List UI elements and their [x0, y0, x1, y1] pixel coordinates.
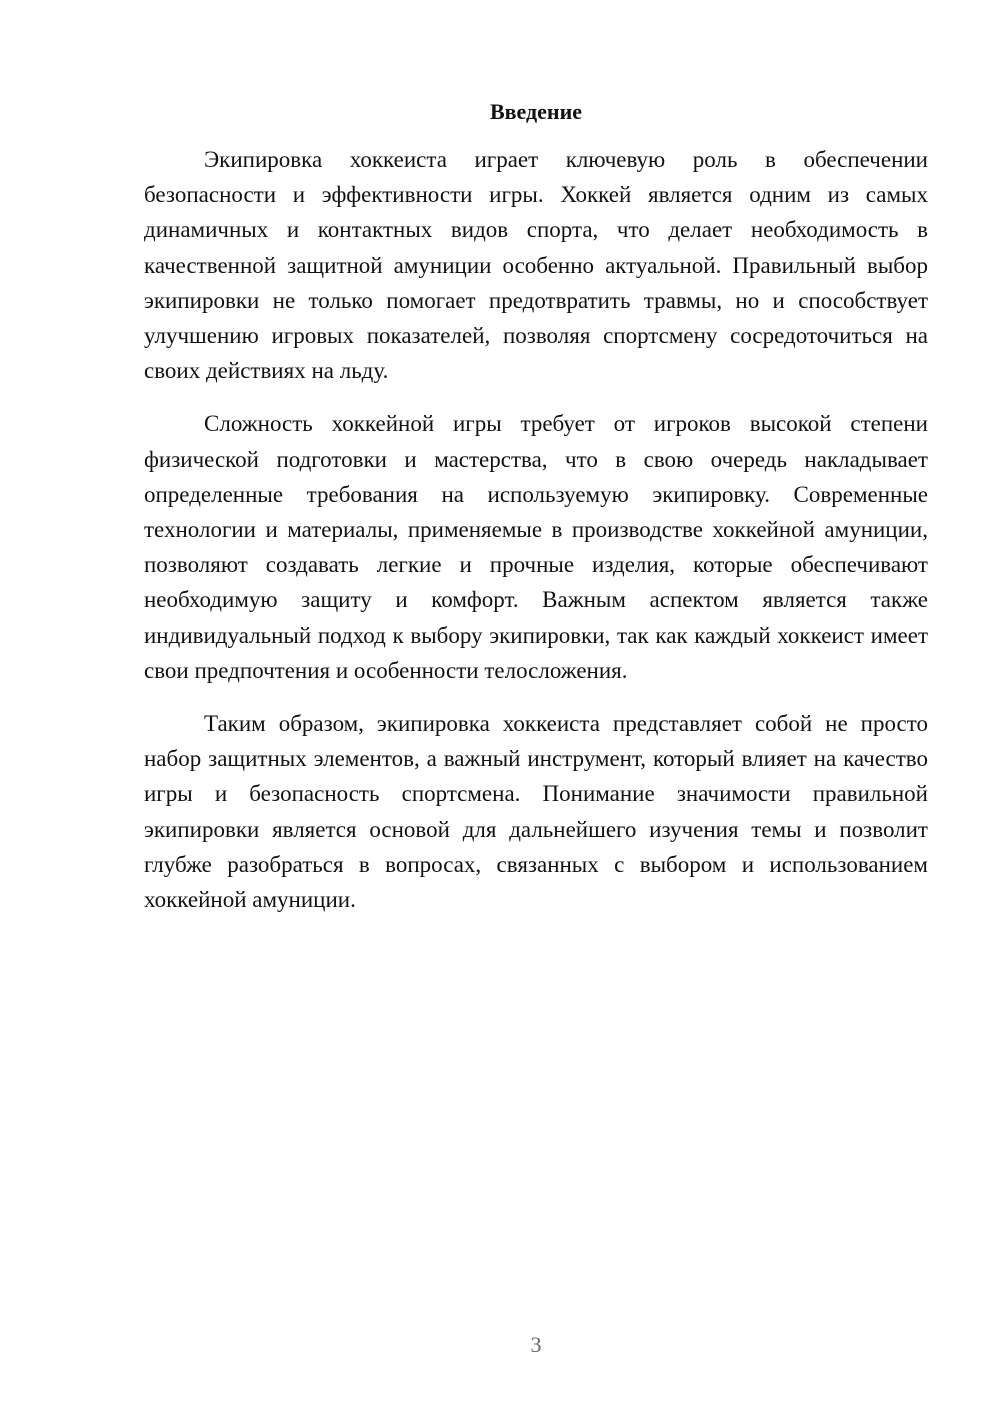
document-body [144, 96, 928, 935]
paragraph-1: Экипировка хоккеиста играет ключевую роль в обеспечении безопасности и эффективности игры. Хоккей является одним из самых динамичных и контактных видов спорта, что делает необходимость в качественной защитной амуниции особенно актуальной. Правильный выбор экипировки не только помогает предотвратить травмы, но и способствует улучшению игровых показателей, позволяя спортсмену сосредоточиться на своих действиях на льду. [144, 147, 928, 384]
page-number: 3 [530, 1332, 542, 1357]
paragraph-3: Таким образом, экипировка хоккеиста представляет собой не просто набор защитных элементов, а важный инструмент, который влияет на качество игры и безопасность спортсмена. Понимание значимости правильной экипировки является основой для дальнейшего изучения темы и позволит глубже разобраться в вопросах, связанных с выбором и использованием хоккейной амуниции. [144, 711, 928, 913]
paragraph-2: Сложность хоккейной игры требует от игроков высокой степени физической подготовки и мастерства, что в свою очередь накладывает определенные требования на используемую экипировку. Современные технологии и материалы, применяемые в производстве хоккейной амуниции, позволяют создавать легкие и прочные изделия, которые обеспечивают необходимую защиту и комфорт. Важным аспектом является также индивидуальный подход к выбору экипировки, так как каждый хоккеист имеет свои предпочтения и особенности телосложения. [144, 411, 928, 683]
section-heading: Введение [489, 99, 583, 124]
